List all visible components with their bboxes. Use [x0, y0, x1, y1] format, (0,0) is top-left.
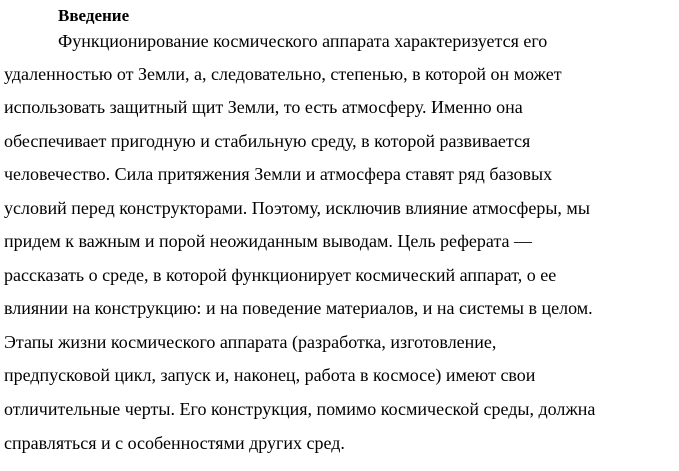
paragraph-line-2: удаленностью от Земли, а, следовательно, степенью, в которой он может [4, 64, 562, 84]
paragraph-line-12: отличительные черты. Его конструкция, помимо космической среды, должна [4, 399, 596, 419]
paragraph-line-10: Этапы жизни космического аппарата (разработка, изготовление, [4, 332, 497, 352]
paragraph-line-8: рассказать о среде, в которой функционирует космический аппарат, о ее [4, 265, 557, 285]
paragraph-line-7: придем к важным и порой неожиданным выводам. Цель реферата — [4, 231, 533, 251]
paragraph-line-13: справляться и с особенностями других сред. [4, 433, 345, 453]
paragraph-line-9: влиянии на конструкцию: и на поведение материалов, и на системы в целом. [4, 298, 593, 318]
paragraph-line-3: использовать защитный щит Земли, то есть атмосферу. Именно она [4, 97, 523, 117]
paragraph-line-11: предпусковой цикл, запуск и, наконец, работа в космосе) имеют свои [4, 365, 536, 385]
section-heading: Введение [58, 6, 130, 25]
paragraph-line-5: человечество. Сила притяжения Земли и атмосфера ставят ряд базовых [4, 164, 553, 184]
paragraph-line-4: обеспечивает пригодную и стабильную среду, в которой развивается [4, 131, 531, 151]
paragraph-line-1: Функционирование космического аппарата характеризуется его [58, 31, 548, 51]
paragraph-line-6: условий перед конструкторами. Поэтому, исключив влияние атмосферы, мы [4, 198, 590, 218]
